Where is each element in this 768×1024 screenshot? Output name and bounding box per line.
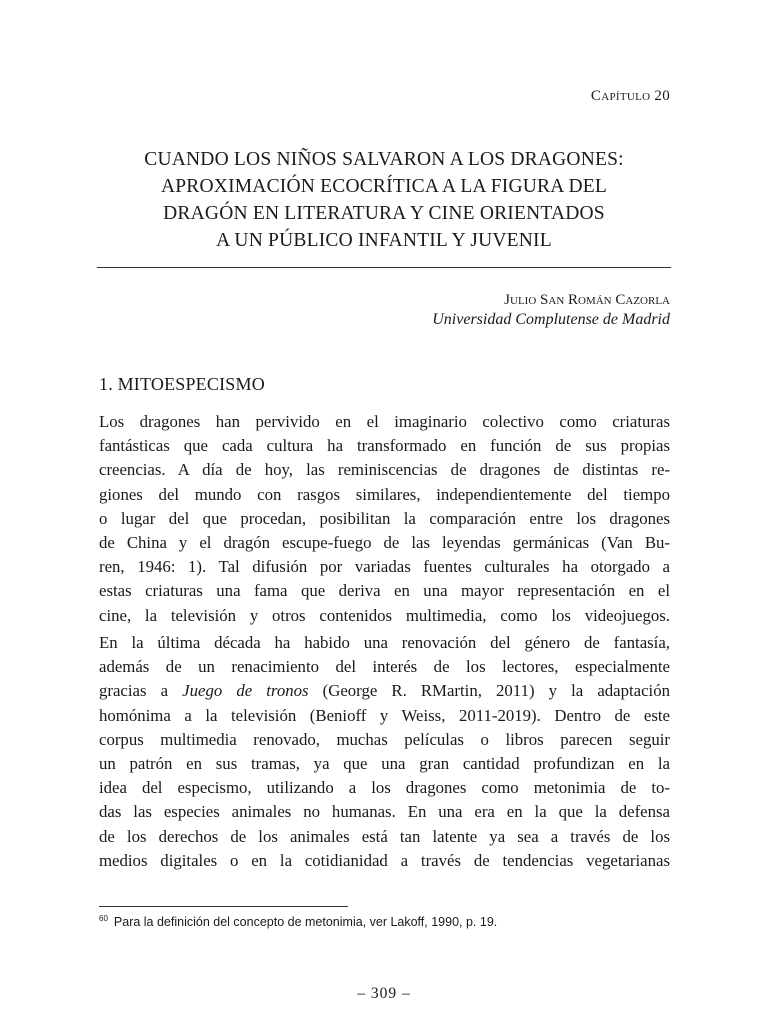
footnote: [99, 914, 497, 929]
book-title: Juego de tronos: [182, 681, 309, 701]
text-line: Los dragones han pervivido en el imaginario colectivo como criaturas: [99, 412, 670, 431]
text-line: ren, 1946: 1). Tal difusión por variadas fuentes culturales ha otorgado a: [99, 557, 670, 577]
body-paragraph-1: [99, 410, 670, 628]
text-line: o lugar del que procedan, posibilitan la comparación entre los dragones: [99, 508, 670, 528]
chapter-title: [97, 146, 671, 254]
text-line: además de un renacimiento del interés de los lectores, especialmente: [99, 657, 670, 677]
text-line: de los derechos de los animales está tan latente ya sea a través de los: [99, 826, 670, 846]
text-line: [99, 679, 670, 703]
text-line: das las especies animales no humanas. En una era en la que la defensa: [99, 802, 670, 822]
author-name: Julio San Román Cazorla: [504, 292, 670, 308]
author-affiliation: Universidad Complutense de Madrid: [432, 311, 670, 328]
text-line: creencias. A día de hoy, las reminiscencias de dragones de distintas re-: [99, 460, 670, 480]
text-line: fantásticas que cada cultura ha transformado en función de sus propias: [99, 436, 670, 456]
text-line: de China y el dragón escupe-fuego de las leyendas germánicas (Van Bu-: [99, 533, 670, 553]
body-paragraph-2: [99, 631, 670, 873]
title-line: DRAGÓN EN LITERATURA Y CINE ORIENTADOS: [163, 203, 605, 224]
text-segment: (George R. RMartin, 2011) y la adaptación: [308, 681, 671, 701]
chapter-label: Capítulo 20: [590, 88, 670, 104]
page-number: – 309 –: [357, 985, 411, 1002]
text-line: homónima a la televisión (Benioff y Weiss, 2011-2019). Dentro de este: [99, 705, 670, 725]
footnote-text: Para la definición del concepto de metonimia, ver Lakoff, 1990, p. 19.: [113, 915, 498, 929]
text-line: idea del especismo, utilizando a los dragones como metonimia de to-: [99, 778, 670, 798]
text-line: cine, la televisión y otros contenidos multimedia, como los videojuegos.: [99, 605, 670, 625]
title-line: APROXIMACIÓN ECOCRÍTICA A LA FIGURA DEL: [160, 176, 608, 197]
text-line: estas criaturas una fama que deriva en una mayor representación en el: [99, 581, 670, 601]
text-line: corpus multimedia renovado, muchas películas o libros parecen seguir: [99, 729, 670, 749]
text-line: giones del mundo con rasgos similares, independientemente del tiempo: [99, 484, 670, 504]
title-line: A UN PÚBLICO INFANTIL Y JUVENIL: [216, 230, 552, 251]
text-line: un patrón en sus tramas, ya que una gran cantidad profundizan en la: [99, 754, 670, 774]
footnote-number: 60: [99, 914, 108, 923]
text-line: En la última década ha habido una renovación del género de fantasía,: [99, 633, 670, 652]
title-line: CUANDO LOS NIÑOS SALVARON A LOS DRAGONES:: [144, 149, 624, 170]
footnote-divider: [99, 906, 348, 907]
title-divider: [97, 267, 671, 268]
section-heading: 1. MITOESPECISMO: [99, 374, 265, 394]
text-segment: gracias a: [99, 681, 183, 701]
text-line: medios digitales o en la cotidianidad a través de tendencias vegetarianas: [99, 850, 670, 870]
